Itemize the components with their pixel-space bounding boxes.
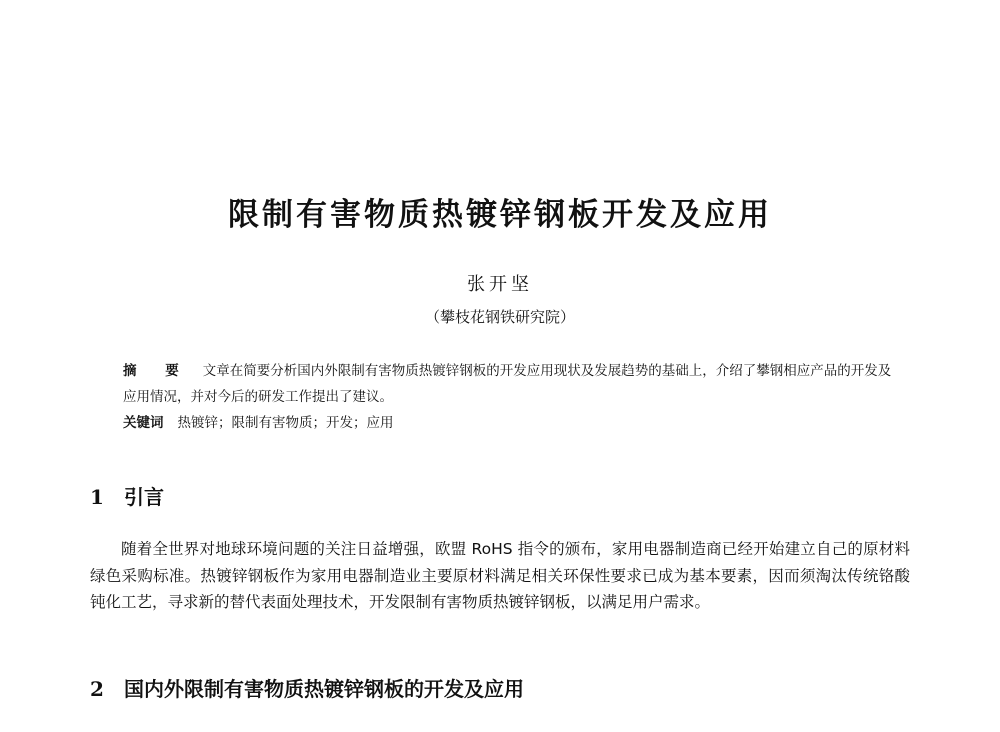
author-name: 张开坚: [467, 274, 533, 295]
section-2-title: 国内外限制有害物质热镀锌钢板的开发及应用: [124, 677, 524, 701]
section-1-title: 引言: [124, 485, 164, 509]
abstract-paragraph: [123, 358, 893, 410]
section-1-heading: [90, 482, 164, 512]
keywords-line: [123, 410, 893, 436]
paper-title: 限制有害物质热镀锌钢板开发及应用: [228, 197, 772, 233]
section-2-number: 2: [90, 677, 104, 701]
keywords-label: 关键词: [123, 415, 164, 431]
abstract-label: 摘 要: [123, 363, 191, 379]
section-2-heading: [90, 674, 524, 704]
author-affiliation: （攀枝花钢铁研究院）: [424, 308, 575, 326]
keywords-text: 热镀锌；限制有害物质；开发；应用: [177, 415, 394, 431]
section-1-paragraph: 随着全世界对地球环境问题的关注日益增强，欧盟 RoHS 指令的颁布，家用电器制造商已经开始建立自己的原材料绿色采购标准。热镀锌钢板作为家用电器制造业主要原材料满足相关环保性要求已成为基本要素，因而须淘汰传统铬酸钝化工艺，寻求新的替代表面处理技术，开发限制有害物质热镀锌钢板，以满足用户需求。: [90, 540, 910, 611]
abstract-text: 文章在简要分析国内外限制有害物质热镀锌钢板的开发应用现状及发展趋势的基础上，介绍了攀钢相应产品的开发及应用情况，并对今后的研发工作提出了建议。: [123, 363, 892, 405]
section-1-number: 1: [90, 485, 104, 509]
abstract-block: [123, 358, 893, 436]
